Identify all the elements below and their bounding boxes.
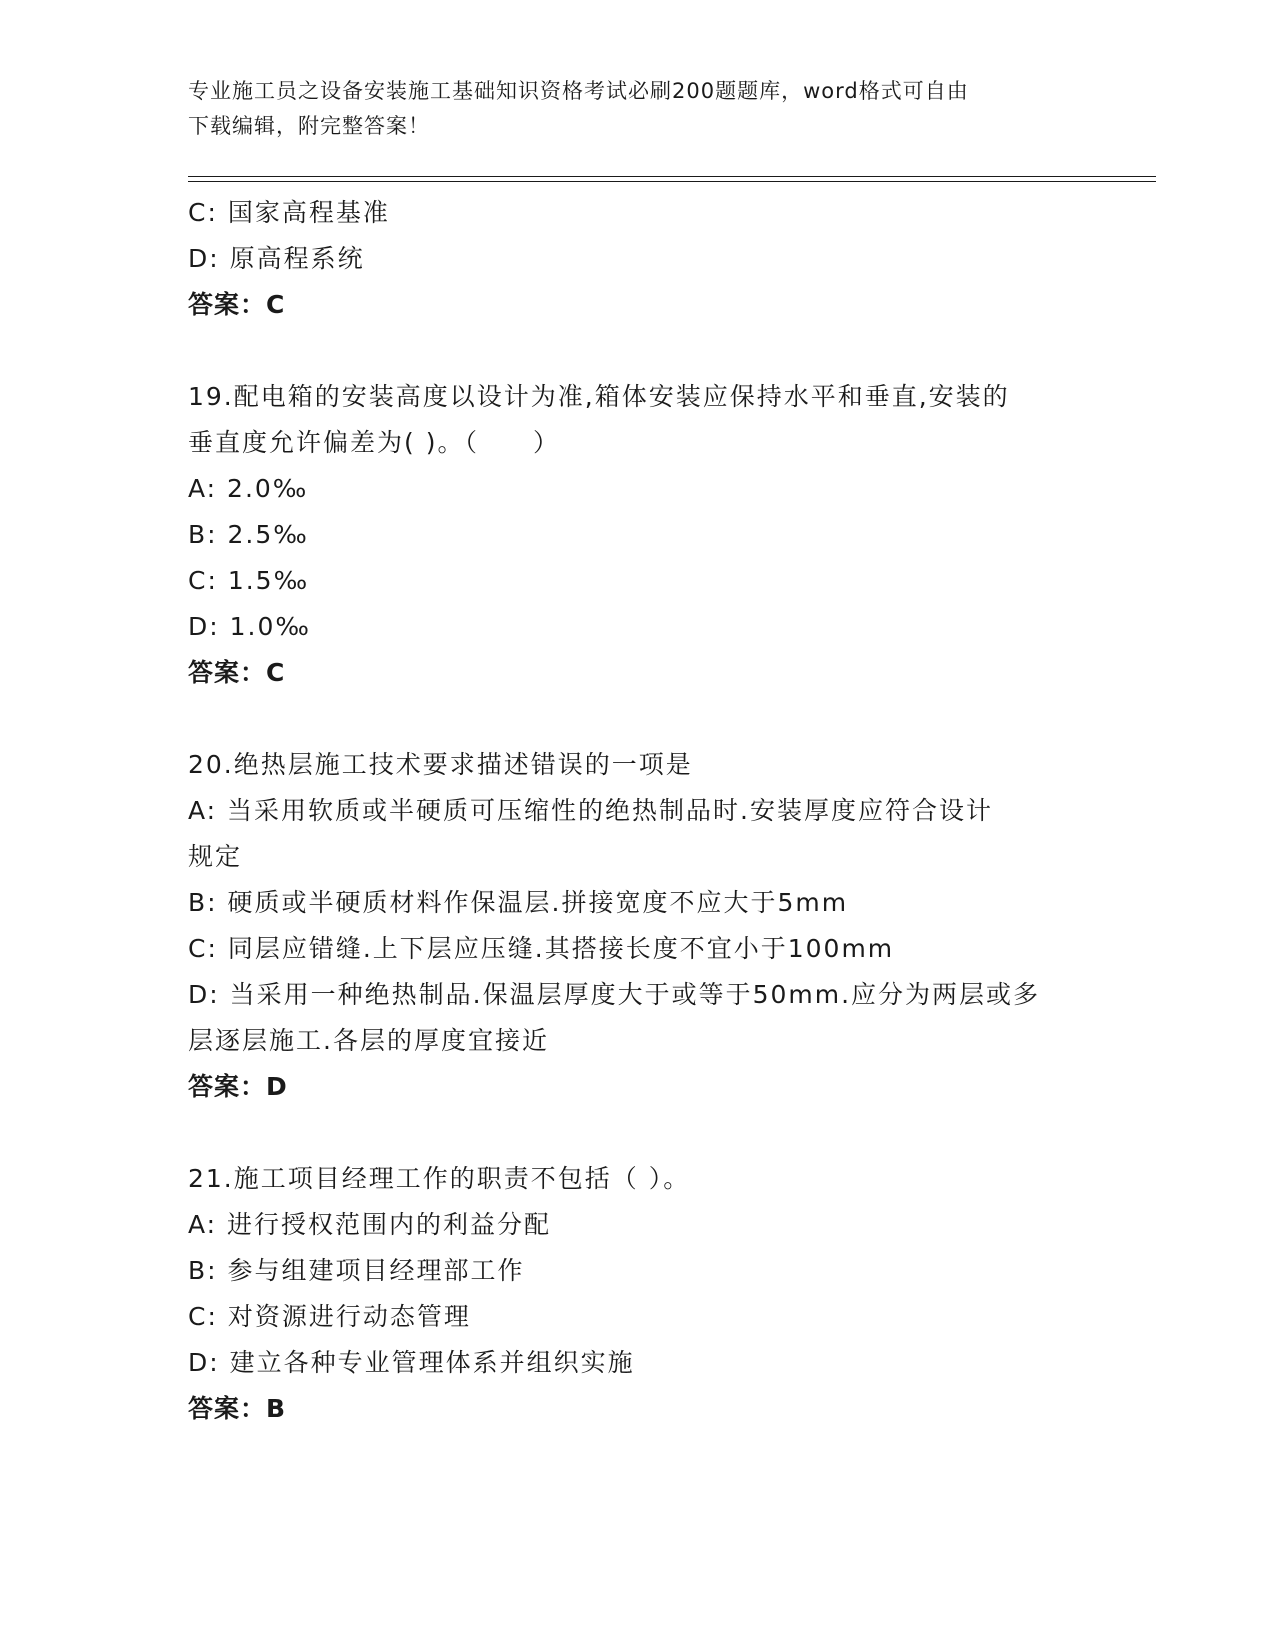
spacer — [188, 696, 1088, 742]
option-b: B: 硬质或半硬质材料作保温层.拼接宽度不应大于5mm — [188, 888, 849, 917]
question-21 — [188, 1156, 1088, 1432]
option-d: D: 原高程系统 — [188, 244, 365, 273]
header-line-2: 下载编辑，附完整答案！ — [188, 114, 430, 138]
option-d: D: 建立各种专业管理体系并组织实施 — [188, 1348, 635, 1377]
question-19 — [188, 374, 1088, 696]
option-d-continued: 层逐层施工.各层的厚度宜接近 — [188, 1026, 549, 1055]
option-a-continued: 规定 — [188, 842, 243, 871]
header-line-1: 专业施工员之设备安装施工基础知识资格考试必刷200题题库，word格式可自由 — [188, 79, 969, 103]
option-c: C: 对资源进行动态管理 — [188, 1302, 471, 1331]
option-d: D: 当采用一种绝热制品.保温层厚度大于或等于50mm.应分为两层或多 — [188, 980, 1041, 1009]
answer-label: 答案：D — [188, 1072, 288, 1101]
option-a: A: 2.0‰ — [188, 474, 309, 503]
previous-question-tail — [188, 190, 1088, 328]
answer-label: 答案：C — [188, 658, 286, 687]
question-stem: 20.绝热层施工技术要求描述错误的一项是 — [188, 750, 693, 779]
document-body — [188, 190, 1088, 1432]
option-a: A: 进行授权范围内的利益分配 — [188, 1210, 552, 1239]
document-header — [188, 74, 1068, 144]
answer-label: 答案：C — [188, 290, 286, 319]
question-stem-continued: 垂直度允许偏差为( )。（ ） — [188, 428, 560, 457]
option-d: D: 1.0‰ — [188, 612, 311, 641]
question-stem: 19.配电箱的安装高度以设计为准,箱体安装应保持水平和垂直,安装的 — [188, 382, 1010, 411]
answer-label: 答案：B — [188, 1394, 287, 1423]
question-20 — [188, 742, 1088, 1110]
option-b: B: 2.5‰ — [188, 520, 309, 549]
option-c: C: 国家高程基准 — [188, 198, 390, 227]
spacer — [188, 1110, 1088, 1156]
header-divider-top — [188, 176, 1156, 177]
option-a: A: 当采用软质或半硬质可压缩性的绝热制品时.安装厚度应符合设计 — [188, 796, 993, 825]
option-c: C: 1.5‰ — [188, 566, 310, 595]
option-b: B: 参与组建项目经理部工作 — [188, 1256, 525, 1285]
option-c: C: 同层应错缝.上下层应压缝.其搭接长度不宜小于100mm — [188, 934, 895, 963]
question-stem: 21.施工项目经理工作的职责不包括（ ）。 — [188, 1164, 691, 1193]
spacer — [188, 328, 1088, 374]
header-divider-bottom — [188, 181, 1156, 182]
